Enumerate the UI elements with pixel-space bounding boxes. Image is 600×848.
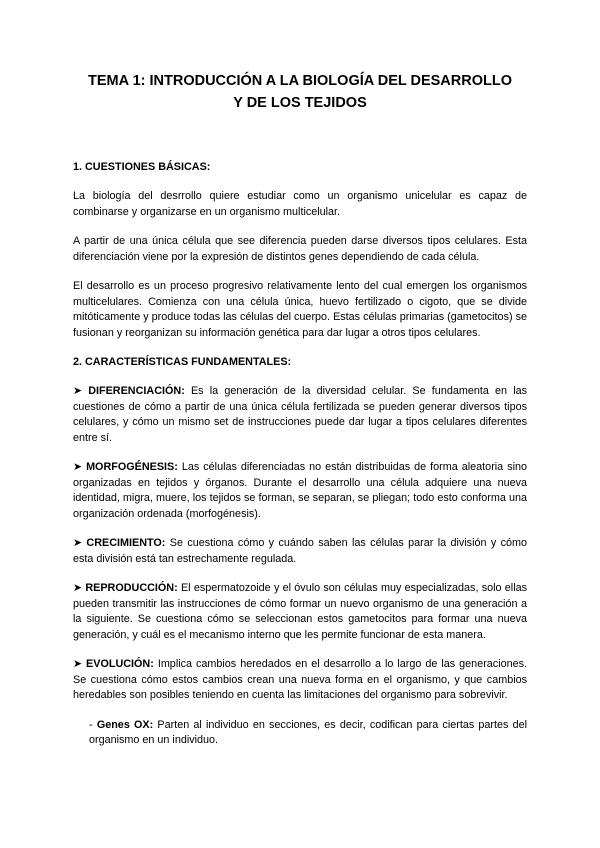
title-line-1: TEMA 1: INTRODUCCIÓN A LA BIOLOGÍA DEL DESARROLLO xyxy=(88,73,512,89)
item-term: CRECIMIENTO: xyxy=(86,537,166,549)
item-term: EVOLUCIÓN: xyxy=(86,658,154,670)
item-term: MORFOGÉNESIS: xyxy=(86,461,178,473)
sub-item-genes-ox xyxy=(73,718,527,749)
page-title xyxy=(73,70,527,114)
arrow-icon: ➤ xyxy=(73,385,83,397)
arrow-icon: ➤ xyxy=(73,461,83,473)
item-text: Se cuestiona cómo y cuándo saben las células parar la división y cómo esta división está tan estrechamente regulada. xyxy=(73,537,528,565)
section-1-paragraph-2: A partir de una única célula que see diferencia pueden darse diversos tipos celulares. Esta diferenciación viene por la expresión de distintos genes dependiendo de cada célula. xyxy=(73,235,527,263)
list-item-reproduccion xyxy=(73,581,527,643)
item-term: REPRODUCCIÓN: xyxy=(85,582,178,594)
item-text: El espermatozoide y el óvulo son células muy especializadas, solo ellas pueden transmitir las instrucciones de cómo formar un nuevo organismo de una generación a la siguiente. Se cuestiona cómo se seleccionan estos gametocitos para formar una nueva generación, y cuál es el mecanismo interno que les permite funcionar de esta manera. xyxy=(73,582,528,641)
sub-item-text: Parten al individuo en secciones, es decir, codifican para ciertas partes del organismo en un individuo. xyxy=(89,718,528,746)
dash-marker: - xyxy=(89,718,93,731)
list-item-morfogenesis xyxy=(73,460,527,522)
arrow-icon: ➤ xyxy=(73,658,83,670)
title-line-2: Y DE LOS TEJIDOS xyxy=(233,95,367,111)
section-2-heading: 2. CARACTERÍSTICAS FUNDAMENTALES: xyxy=(73,356,292,368)
item-text: Es la generación de la diversidad celular. Se fundamenta en las cuestiones de cómo a partir de una única célula fertilizada se pueden generar diversos tipos celulares, y cómo un mismo set de instrucciones puede dar lugar a tipos celulares diferentes entre sí. xyxy=(73,385,527,444)
arrow-icon: ➤ xyxy=(73,582,83,594)
list-item-evolucion xyxy=(73,657,527,704)
item-text: Las células diferenciadas no están distribuidas de forma aleatoria sino organizadas en tejidos y órganos. Durante el desarrollo una célula adquiere una nueva identidad, migra, muere, los tejidos se forman, se separan, se pliegan; todo esto conforma una organización ordenada (morfogénesis). xyxy=(73,461,528,520)
sub-item-term: Genes OX: xyxy=(96,718,154,731)
section-1-paragraph-3: El desarrollo es un proceso progresivo relativamente lento del cual emergen los organismos multicelulares. Comienza con una célula única, huevo fertilizado o cigoto, que se divide mitóticamente y produce todas las células del cuerpo. Estas células primarias (gametocitos) se fusionan y reorganizan su información genética para dar lugar a otros tipos celulares. xyxy=(73,280,527,339)
section-1-paragraph-1: La biología del desrrollo quiere estudiar como un organismo unicelular es capaz de combinarse y organizarse en un organismo multicelular. xyxy=(73,190,527,218)
arrow-icon: ➤ xyxy=(73,537,83,549)
item-text: Implica cambios heredados en el desarrollo a lo largo de las generaciones. Se cuestiona cómo estos cambios crean una nueva forma en el organismo, y que cambios heredables son posibles teniendo en cuenta las limitaciones del organismo para sobrevivir. xyxy=(73,658,528,701)
list-item-diferenciacion xyxy=(73,384,527,446)
list-item-crecimiento xyxy=(73,536,527,567)
item-term: DIFERENCIACIÓN: xyxy=(88,385,185,397)
section-1-heading: 1. CUESTIONES BÁSICAS: xyxy=(73,161,211,173)
